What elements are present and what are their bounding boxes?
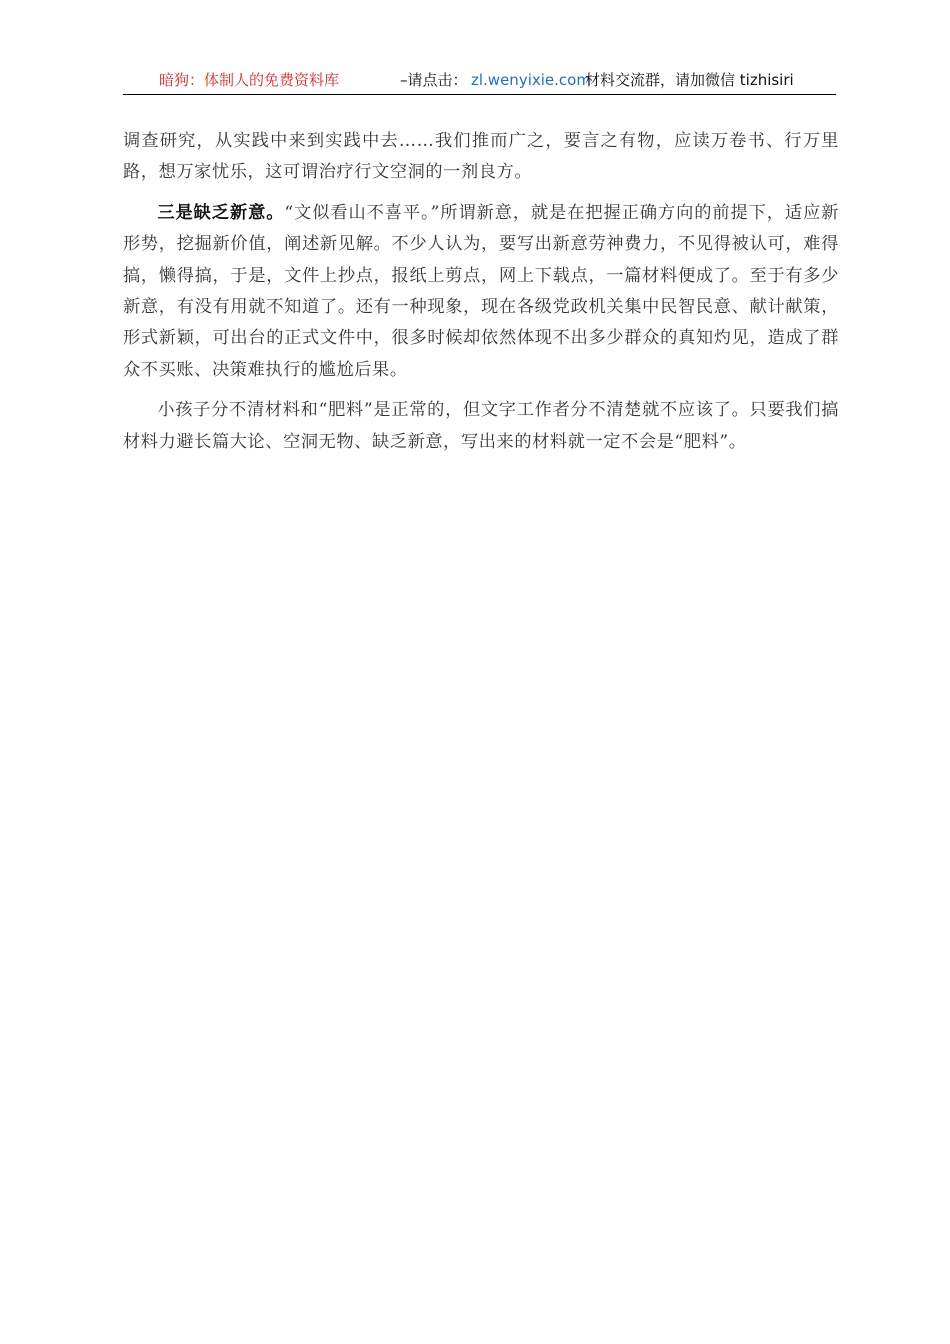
paragraph-conclusion xyxy=(123,395,839,458)
paragraph-continuation xyxy=(123,126,839,189)
paragraph-text: 小孩子分不清材料和“肥料”是正常的，但文字工作者分不清楚就不应该了。只要我们搞材料力避长篇大论、空洞无物、缺乏新意，写出来的材料就一定不会是“肥料”。 xyxy=(123,400,839,452)
page-header xyxy=(123,68,836,95)
paragraph-text: 调查研究，从实践中来到实践中去……我们推而广之，要言之有物，应读万卷书、行万里路，想万家忧乐，这可谓治疗行文空洞的一剂良方。 xyxy=(123,131,839,183)
section-heading: 三是缺乏新意。 xyxy=(157,202,285,223)
paragraph-section-three xyxy=(123,198,839,386)
header-brand-title: 暗狗：体制人的免费资料库 xyxy=(159,71,340,89)
document-body xyxy=(123,126,839,467)
header-click-prompt: –请点击： xyxy=(400,71,468,89)
header-wechat-note: 材料交流群，请加微信 tizhisiri xyxy=(585,71,794,89)
header-website-link[interactable]: zl.wenyixie.com xyxy=(471,71,591,89)
paragraph-text: “文似看山不喜平。”所谓新意，就是在把握正确方向的前提下，适应新形势，挖掘新价值，阐述新见解。不少人认为，要写出新意劳神费力，不见得被认可，难得搞，懒得搞，于是，文件上抄点，报纸上剪点，网上下载点，一篇材料便成了。至于有多少新意，有没有用就不知道了。还有一种现象，现在各级党政机关集中民智民意、献计献策，形式新颖，可出台的正式文件中，很多时候却依然体现不出多少群众的真知灼见，造成了群众不买账、决策难执行的尴尬后果。 xyxy=(123,202,839,380)
